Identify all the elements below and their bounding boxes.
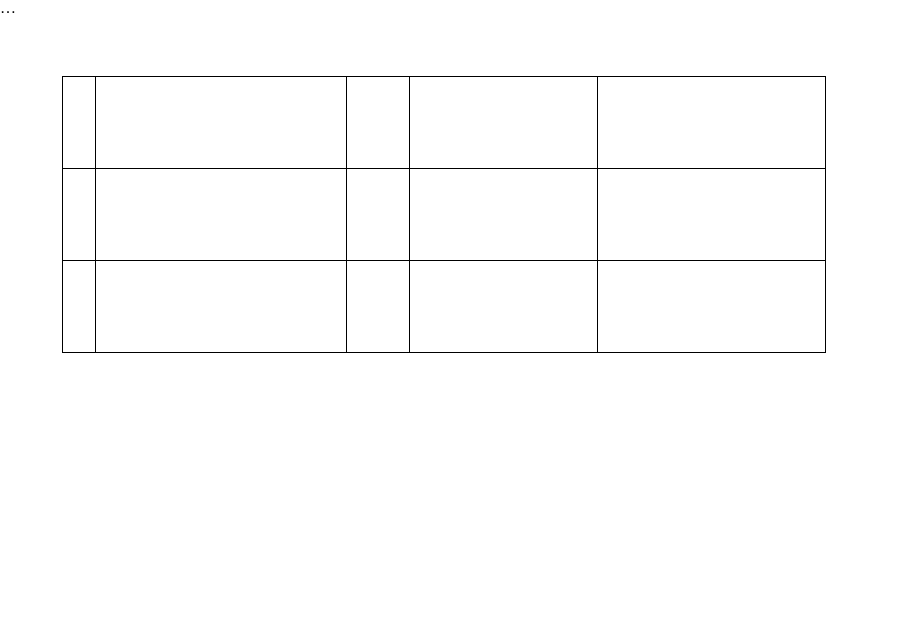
row-year: [347, 169, 410, 261]
row-address: [96, 169, 347, 261]
row-period: [598, 169, 826, 261]
table-row: [63, 77, 826, 169]
registry-table: [62, 76, 826, 353]
row-services: [410, 169, 598, 261]
row-year: [347, 261, 410, 353]
row-address: [96, 261, 347, 353]
row-number: [63, 169, 96, 261]
table-row: [63, 261, 826, 353]
row-period: [598, 261, 826, 353]
row-services: [410, 77, 598, 169]
table-row: [63, 169, 826, 261]
row-number: [63, 77, 96, 169]
row-year: [347, 77, 410, 169]
row-number: [63, 261, 96, 353]
row-address: [96, 77, 347, 169]
row-period: [598, 77, 826, 169]
row-services: [410, 261, 598, 353]
